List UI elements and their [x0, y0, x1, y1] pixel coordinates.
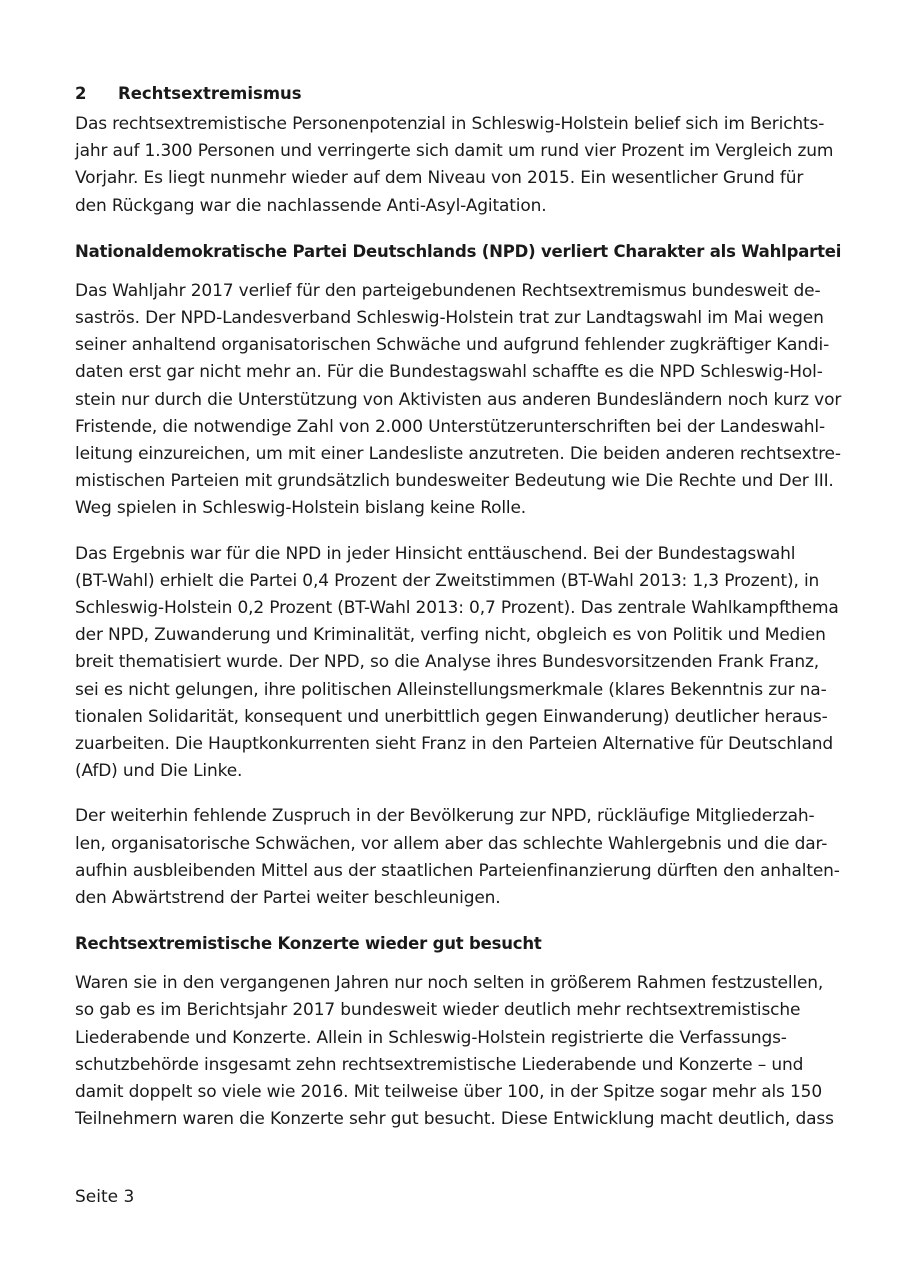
text-line: den Rückgang war die nachlassende Anti-Asyl-Agitation. [75, 195, 547, 216]
text-line: Das Ergebnis war für die NPD in jeder Hinsicht enttäuschend. Bei der Bundestagswahl [75, 543, 796, 564]
npd-paragraph-2 [75, 541, 839, 786]
text-line: schutzbehörde insgesamt zehn rechtsextremistische Liederabende und Konzerte – und [75, 1054, 804, 1075]
text-line: zuarbeiten. Die Hauptkonkurrenten sieht Franz in den Parteien Alternative für Deutschland [75, 734, 834, 755]
text-line: mistischen Parteien mit grundsätzlich bundesweiter Bedeutung wie Die Rechte und Der III. [75, 471, 834, 492]
text-line: so gab es im Berichtsjahr 2017 bundesweit wieder deutlich mehr rechtsextremistische [75, 1000, 801, 1021]
npd-paragraph-3 [75, 803, 840, 912]
text-line: len, organisatorische Schwächen, vor allem aber das schlechte Wahlergebnis und die dar- [75, 833, 828, 854]
text-line: saströs. Der NPD-Landesverband Schleswig-Holstein trat zur Landtagswahl im Mai wegen [75, 308, 824, 329]
page-number-footer: Seite 3 [75, 1187, 135, 1207]
text-line: seiner anhaltend organisatorischen Schwäche und aufgrund fehlender zugkräftiger Kandi- [75, 335, 830, 356]
text-line: (AfD) und Die Linke. [75, 761, 243, 782]
text-line: Vorjahr. Es liegt nunmehr wieder auf dem Niveau von 2015. Ein wesentlicher Grund für [75, 168, 804, 189]
text-line: Teilnehmern waren die Konzerte sehr gut besucht. Diese Entwicklung macht deutlich, dass [75, 1109, 834, 1130]
text-line: Fristende, die notwendige Zahl von 2.000 Unterstützerunterschriften bei der Landeswahl- [75, 416, 825, 437]
text-line: breit thematisiert wurde. Der NPD, so die Analyse ihres Bundesvorsitzenden Frank Franz, [75, 652, 820, 673]
npd-paragraph-1 [75, 278, 842, 523]
npd-subheading: Nationaldemokratische Partei Deutschlands (NPD) verliert Charakter als Wahlpartei [75, 241, 842, 261]
text-line: stein nur durch die Unterstützung von Aktivisten aus anderen Bundesländern noch kurz vor [75, 389, 842, 410]
section-number: 2 [75, 84, 87, 103]
text-line: Schleswig-Holstein 0,2 Prozent (BT-Wahl 2013: 0,7 Prozent). Das zentrale Wahlkampfthema [75, 598, 839, 619]
document-page [75, 80, 842, 1152]
text-line: Das rechtsextremistische Personenpotenzial in Schleswig-Holstein belief sich im Berichts- [75, 114, 825, 134]
text-line: damit doppelt so viele wie 2016. Mit teilweise über 100, in der Spitze sogar mehr als 150 [75, 1082, 822, 1103]
text-line: Waren sie in den vergangenen Jahren nur noch selten in größerem Rahmen festzustellen, [75, 973, 824, 994]
text-line: aufhin ausbleibenden Mittel aus der staatlichen Parteienfinanzierung dürften den anhalten- [75, 860, 840, 881]
section-title: Rechtsextremismus [118, 84, 302, 103]
text-line: sei es nicht gelungen, ihre politischen Alleinstellungsmerkmale (klares Bekenntnis zur na- [75, 679, 827, 700]
text-line: der NPD, Zuwanderung und Kriminalität, verfing nicht, obgleich es von Politik und Medien [75, 625, 826, 646]
text-line: leitung einzureichen, um mit einer Landesliste anzutreten. Die beiden anderen rechtsextre- [75, 444, 841, 465]
text-line: tionalen Solidarität, konsequent und unerbittlich gegen Einwanderung) deutlicher heraus- [75, 706, 828, 727]
concerts-subheading: Rechtsextremistische Konzerte wieder gut besucht [75, 934, 542, 954]
text-line: Weg spielen in Schleswig-Holstein bislang keine Rolle. [75, 498, 527, 519]
section-heading [75, 80, 835, 107]
text-line: Der weiterhin fehlende Zuspruch in der Bevölkerung zur NPD, rückläufige Mitgliederzah- [75, 806, 815, 827]
concerts-paragraph [75, 970, 835, 1133]
text-line: (BT-Wahl) erhielt die Partei 0,4 Prozent der Zweitstimmen (BT-Wahl 2013: 1,3 Prozent), in [75, 570, 820, 591]
intro-paragraph [75, 111, 835, 220]
text-line: den Abwärtstrend der Partei weiter beschleunigen. [75, 888, 501, 909]
text-line: Liederabende und Konzerte. Allein in Schleswig-Holstein registrierte die Verfassungs- [75, 1027, 787, 1048]
text-line: jahr auf 1.300 Personen und verringerte sich damit um rund vier Prozent im Vergleich zum [75, 141, 834, 162]
text-line: daten erst gar nicht mehr an. Für die Bundestagswahl schaffte es die NPD Schleswig-Hol- [75, 362, 823, 383]
text-line: Das Wahljahr 2017 verlief für den parteigebundenen Rechtsextremismus bundesweit de- [75, 280, 821, 301]
